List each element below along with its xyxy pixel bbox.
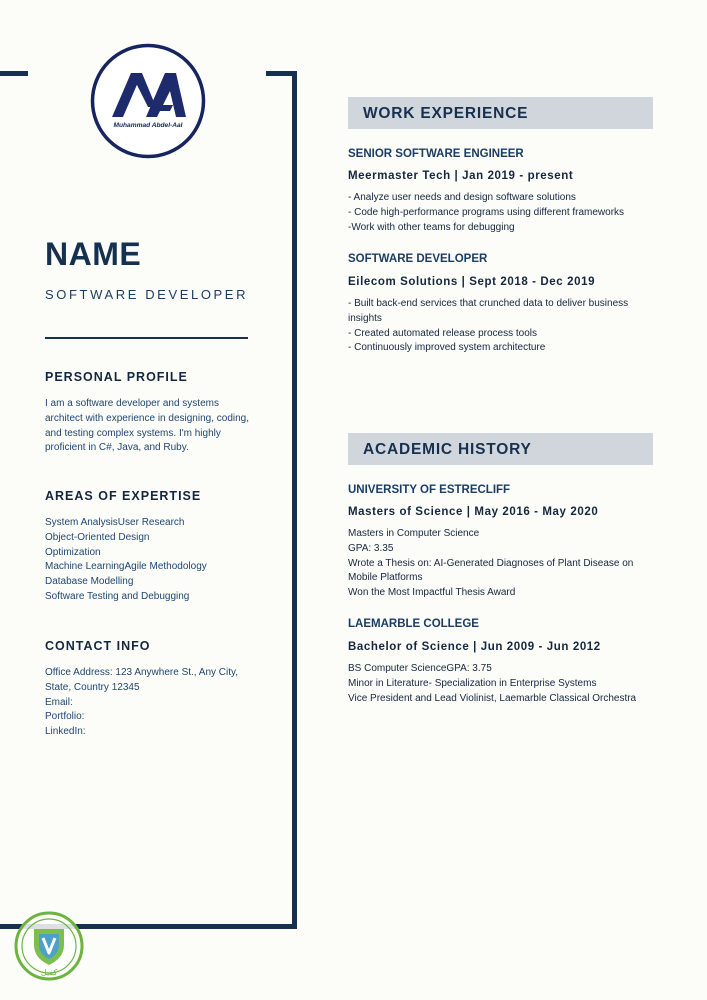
job-duty: - Code high-performance programs using different frameworks (348, 206, 625, 218)
expertise-item: Optimization (45, 546, 101, 558)
expertise-title: AREAS OF EXPERTISE (45, 489, 202, 503)
expertise-list (45, 516, 255, 605)
school-detail: GPA: 3.35 (348, 542, 394, 554)
school-details (348, 527, 648, 601)
contact-line: State, Country 12345 (45, 681, 140, 693)
job-duty: - Created automated release process tools (348, 327, 537, 339)
school-degree: Masters of Science | May 2016 - May 2020 (348, 506, 599, 518)
contact-title: CONTACT INFO (45, 639, 151, 653)
expertise-item: Machine LearningAgile Methodology (45, 561, 207, 573)
school-detail: BS Computer ScienceGPA: 3.75 (348, 663, 492, 674)
contact-line: Email: (45, 696, 73, 708)
school-detail: Wrote a Thesis on: AI-Generated Diagnoses of Plant Disease on (348, 557, 634, 569)
candidate-role: SOFTWARE DEVELOPER (45, 287, 249, 302)
contact-line: Portfolio: (45, 711, 85, 723)
logo (90, 43, 206, 159)
job-title: SENIOR SOFTWARE ENGINEER (348, 148, 524, 160)
school-details (348, 662, 648, 706)
school-name: UNIVERSITY OF ESTRECLIFF (348, 484, 511, 496)
header-divider (45, 337, 248, 339)
job-duties (348, 297, 648, 356)
profile-line: architect with experience in designing, coding, (45, 412, 250, 424)
school-detail: Mobile Platforms (348, 572, 423, 584)
job-company: Meermaster Tech | Jan 2019 - present (348, 170, 574, 182)
frame-right (292, 71, 297, 929)
school-detail: Vice President and Lead Violinist, Laemarble Classical Orchestra (348, 692, 637, 704)
profile-line: I am a software developer and systems (45, 398, 219, 409)
logo-emblem-icon (90, 43, 206, 159)
school-name: LAEMARBLE COLLEGE (348, 618, 479, 630)
profile-text (45, 397, 255, 456)
school-degree: Bachelor of Science | Jun 2009 - Jun 2012 (348, 641, 601, 653)
work-section-header (348, 97, 653, 129)
expertise-item: Database Modelling (45, 576, 134, 588)
academic-section-title: ACADEMIC HISTORY (363, 441, 532, 458)
job-duties (348, 191, 648, 235)
job-duty: - Continuously improved system architecture (348, 342, 546, 354)
shield-badge-icon (14, 911, 84, 981)
contact-list (45, 666, 255, 740)
profile-line: proficient in C#, Java, and Ruby. (45, 442, 189, 454)
school-detail: Won the Most Impactful Thesis Award (348, 587, 516, 599)
school-detail: Masters in Computer Science (348, 528, 480, 539)
academic-section-header (348, 433, 653, 465)
contact-line: LinkedIn: (45, 726, 86, 738)
frame-top-left (0, 71, 28, 76)
work-section-title: WORK EXPERIENCE (363, 105, 529, 122)
job-duty: -Work with other teams for debugging (348, 221, 515, 233)
watermark-badge (14, 911, 84, 981)
watermark-text: كفيل (40, 968, 58, 977)
expertise-item: Object-Oriented Design (45, 531, 150, 543)
profile-line: and testing complex systems. I'm highly (45, 427, 221, 439)
profile-title: PERSONAL PROFILE (45, 370, 188, 384)
expertise-item: Software Testing and Debugging (45, 590, 190, 602)
contact-line: Office Address: 123 Anywhere St., Any City, (45, 667, 239, 678)
school-detail: Minor in Literature- Specialization in Enterprise Systems (348, 677, 597, 689)
job-duty: - Built back-end services that crunched data to deliver business (348, 298, 629, 309)
expertise-item: System AnalysisUser Research (45, 517, 185, 528)
job-title: SOFTWARE DEVELOPER (348, 253, 488, 265)
job-duty: insights (348, 312, 382, 324)
job-duty: - Analyze user needs and design software solutions (348, 192, 576, 203)
logo-caption: Muhammad Abdel-Aal (113, 122, 183, 129)
job-company: Eilecom Solutions | Sept 2018 - Dec 2019 (348, 276, 596, 288)
candidate-name: NAME (45, 236, 142, 272)
